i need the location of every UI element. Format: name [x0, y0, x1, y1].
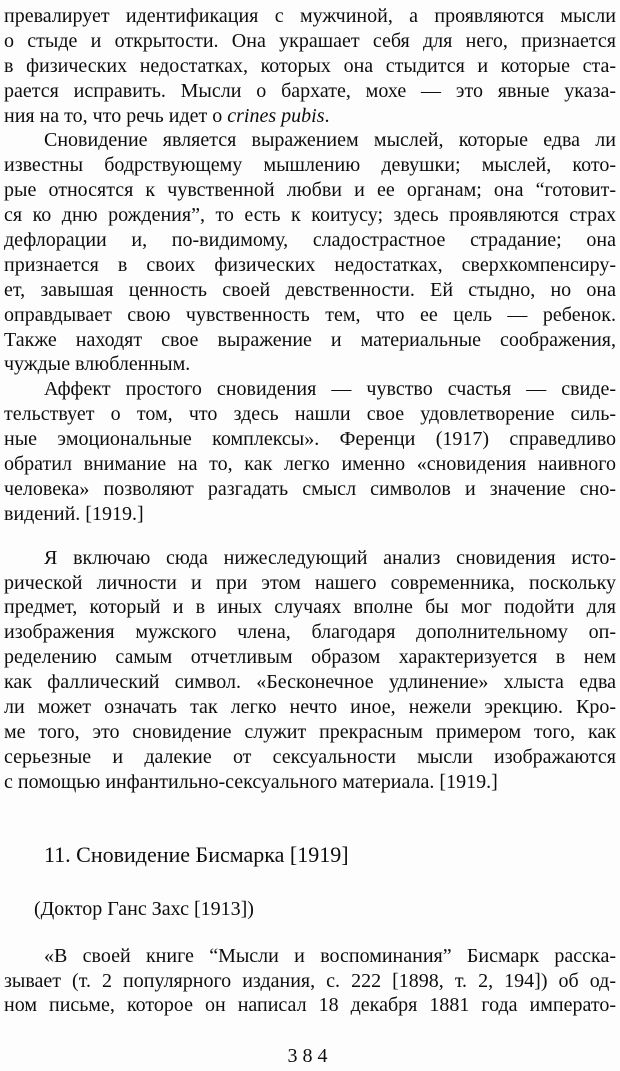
paragraph-analysis-intro: [4, 546, 616, 795]
text-line: известны бодрствующему мышлению девушки; мыслей, кото-: [4, 154, 616, 177]
text-line: обратил внимание на то, как легко именно «сновидения наивного: [4, 453, 616, 476]
text-line: «В своей книге “Мысли и воспоминания” Бисмарк расска-: [44, 944, 616, 967]
text-line: ме того, это сновидение служит прекрасным примером того, как: [4, 720, 616, 743]
text-line: ли может означать так легко нечто иное, нежели эрекцию. Кро-: [4, 696, 616, 719]
text-line: Я включаю сюда нижеследующий анализ сновидения исто-: [44, 546, 616, 569]
text-line: ет, завышая ценность своей девственности. Ей стыдно, но она: [4, 278, 616, 301]
text-line: рической личности и при этом нашего современника, поскольку: [4, 571, 616, 594]
text-line: человека» позволяют разгадать смысл символов и значение сно-: [4, 477, 616, 500]
text-line: ном письме, которое он написал 18 декабря 1881 года императо-: [4, 994, 616, 1017]
author-byline: (Доктор Ганс Захс [1913]): [34, 897, 254, 920]
text-line: предмет, который и в иных случаях вполне бы мог подойти для: [4, 596, 616, 619]
section-heading: 11. Сновидение Бисмарка [1919]: [44, 841, 349, 867]
text-line: ределению самым отчетливым образом характеризуется в нем: [4, 646, 616, 669]
paragraph-dream-thoughts: [4, 128, 616, 377]
text-line: Аффект простого сновидения — чувство счастья — свиде-: [44, 378, 616, 401]
text-line: ния на то, что речь идет о crines pubis.: [4, 104, 330, 127]
paragraph-affect-ferenczi: [4, 377, 616, 526]
text-line: изображения мужского члена, благодаря дополнительному оп-: [4, 621, 616, 644]
text-line: рые относятся к чувственной любви и ее органам; она “готовит-: [4, 179, 616, 202]
text-line: ся ко дню рождения”, то есть к коитусу; здесь проявляются страх: [4, 204, 616, 227]
text-line: с помощью инфантильно-сексуального материала. [1919.]: [4, 770, 498, 793]
text-line: видений. [1919.]: [4, 502, 144, 525]
text-line: о стыде и открытости. Она украшает себя для него, признается: [4, 29, 616, 52]
text-line: превалирует идентификация с мужчиной, а проявляются мысли: [4, 5, 616, 27]
text-line: признается в своих физических недостатках, сверхкомпенсиру-: [4, 253, 616, 276]
text-line: как фаллический символ. «Бесконечное удлинение» хлыста едва: [4, 671, 616, 694]
text-line: Также находят свое выражение и материальные соображения,: [4, 328, 616, 351]
paragraph-continuation-crines-pubis: [4, 4, 616, 128]
text-line: в физических недостатках, которых она стыдится и которые ста-: [4, 54, 616, 77]
paragraph-bismarck-book: [4, 944, 616, 1019]
text-line: тельствует о том, что здесь нашли свое удовлетворение силь-: [4, 403, 616, 426]
text-line: серьезные и далекие от сексуальности мысли изображаются: [4, 745, 616, 768]
text-line: зывает (т. 2 популярного издания, с. 222 [1898, т. 2, 194]) об од-: [4, 969, 616, 992]
text-line: дефлорации и, по-видимому, сладострастное страдание; она: [4, 229, 616, 252]
text-line: чуждые влюбленным.: [4, 353, 191, 376]
text-line: Сновидение является выражением мыслей, которые едва ли: [44, 129, 616, 152]
text-line: рается исправить. Мысли о бархате, мохе — это явные указа-: [4, 79, 616, 102]
text-line: ные эмоциональные комплексы». Ференци (1917) справедливо: [4, 428, 616, 451]
text-line: оправдывает свою чувственность тем, что ее цель — ребенок.: [4, 303, 616, 326]
page-number: 384: [287, 1045, 333, 1068]
